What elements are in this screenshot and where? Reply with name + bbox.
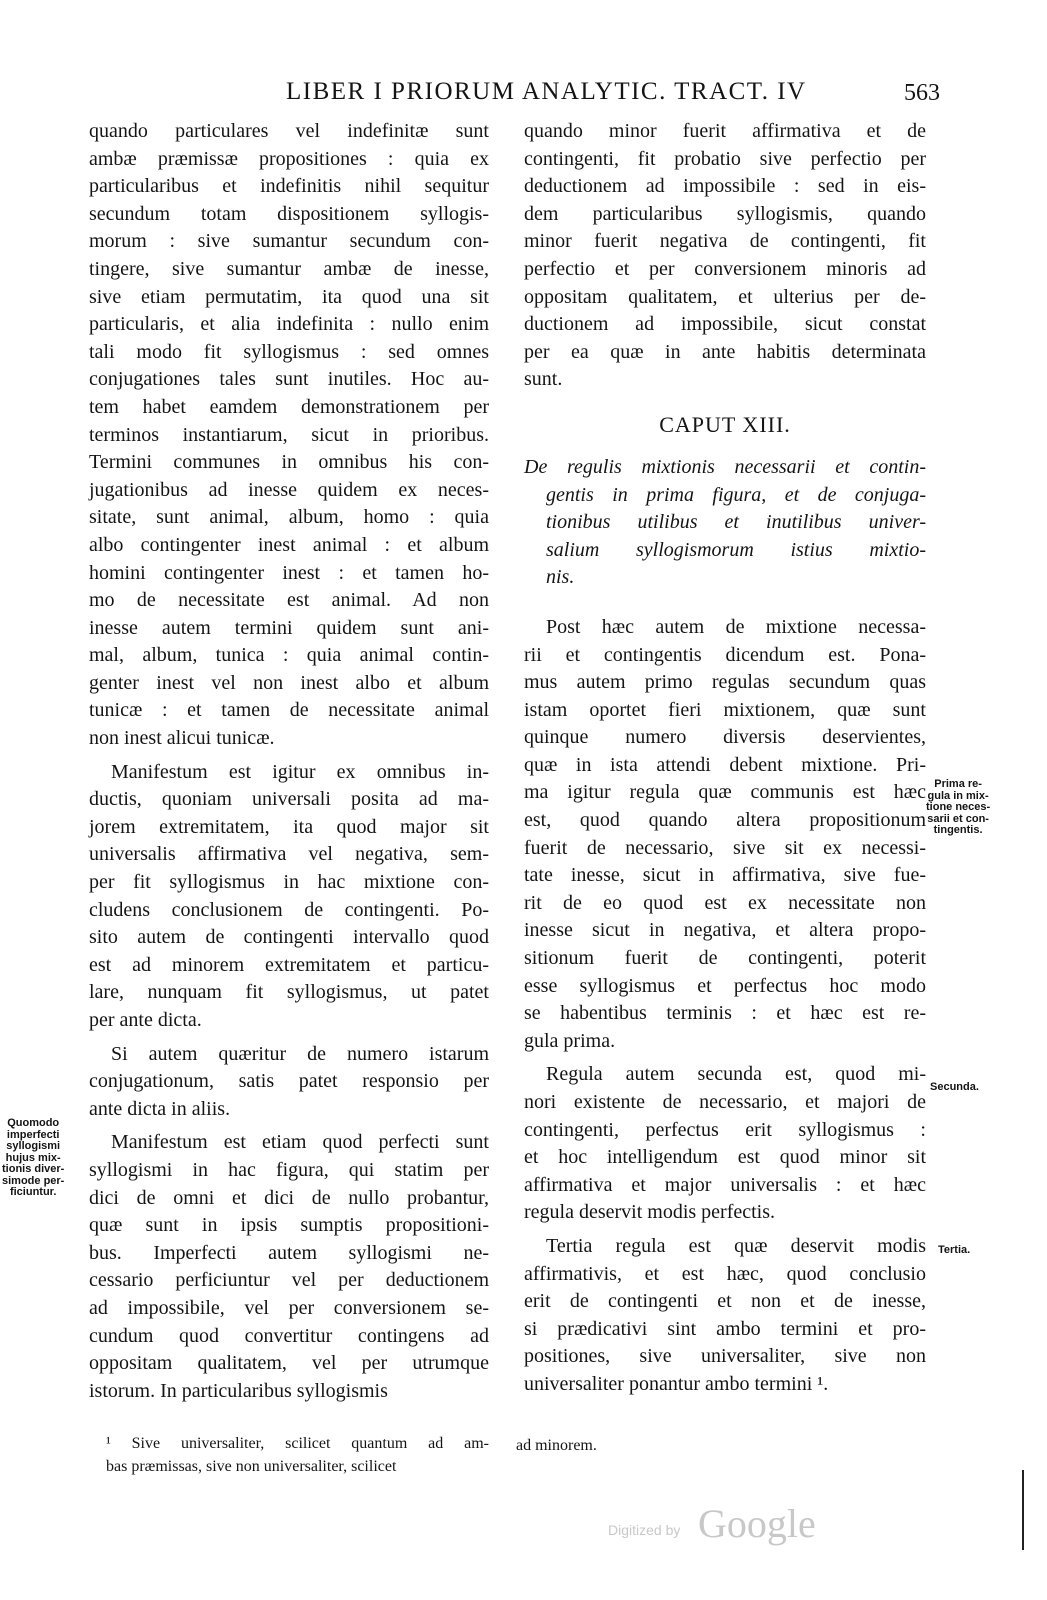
sidenote-tertia: Tertia. <box>938 1244 971 1256</box>
page-edge-mark <box>1022 1470 1024 1550</box>
text-line: universalis affirmativa vel negativa, sem- <box>89 843 489 866</box>
sidenote-secunda: Secunda. <box>930 1081 979 1093</box>
text-line: mal, album, tunica : quia animal contin- <box>89 644 489 667</box>
chapter-summary-line: nis. <box>546 566 575 589</box>
watermark-prefix: Digitized by <box>608 1522 681 1538</box>
text-line: affirmativa et major universalis : et hæc <box>524 1173 926 1196</box>
sidenote-line: gula in mix- <box>927 789 989 802</box>
text-line: Tertia regula est quæ deservit modis <box>546 1234 926 1257</box>
text-line: contingenti, perfectus erit syllogismus : <box>524 1118 926 1141</box>
text-line: ma igitur regula quæ communis est hæc <box>524 781 926 804</box>
text-line: lare, nunquam fit syllogismus, ut patet <box>89 981 489 1004</box>
chapter-summary <box>524 454 926 592</box>
text-line: istorum. In particularibus syllogismis <box>89 1379 388 1402</box>
text-line: dici de omni et dici de nullo probantur, <box>89 1186 489 1209</box>
text-line: terminos instantiarum, sicut in prioribus. <box>89 423 489 446</box>
left-column <box>89 118 489 1405</box>
text-line: Manifestum est igitur ex omnibus in- <box>111 760 489 783</box>
text-line: dem particularibus syllogismis, quando <box>524 202 926 225</box>
digitized-by-google-watermark <box>608 1500 838 1550</box>
text-line: ambæ præmissæ propositiones : quia ex <box>89 147 489 170</box>
text-line: albo contingenter inest animal : et album <box>89 533 489 556</box>
text-line: sito autem de contingenti intervallo quod <box>89 926 489 949</box>
text-line: tem habet eamdem demonstrationem per <box>89 395 489 418</box>
sidenote-line: imperfecti <box>6 1128 60 1141</box>
text-line: contingenti, fit probatio sive perfectio per <box>524 147 926 170</box>
chapter-summary-line: De regulis mixtionis necessarii et contin- <box>524 455 926 478</box>
text-line: erit de contingenti et non et de inesse, <box>524 1290 926 1313</box>
footnote-line: bas præmissas, sive non universaliter, scilicet <box>106 1458 397 1475</box>
text-line: Manifestum est etiam quod perfecti sunt <box>111 1131 489 1154</box>
text-line: sive etiam permutatim, ita quod una sit <box>89 285 489 308</box>
text-line: rii et contingentis dicendum est. Pona- <box>524 643 926 666</box>
text-line: genter inest vel non inest albo et album <box>89 671 489 694</box>
text-line: minor fuerit negativa de contingenti, fit <box>524 230 926 253</box>
text-line: est ad minorem extremitatem et particu- <box>89 953 489 976</box>
text-line: quando minor fuerit affirmativa et de <box>524 120 926 142</box>
chapter-summary-line: tionibus utilibus et inutilibus univer- <box>546 511 926 534</box>
text-line: per fit syllogismus in hac mixtione con- <box>89 871 489 894</box>
google-logo: Google <box>698 1501 816 1546</box>
text-line: Regula autem secunda est, quod mi- <box>546 1063 926 1086</box>
sidenote-line: sarii et con- <box>927 812 989 825</box>
text-line: inesse autem termini quidem sunt ani- <box>89 616 489 639</box>
text-line: particularis, et alia indefinita : nullo enim <box>89 313 489 336</box>
text-line: inesse sicut in negativa, et altera propo- <box>524 919 926 942</box>
right-column-opening-text <box>524 118 926 394</box>
text-line: ante dicta in aliis. <box>89 1097 231 1120</box>
text-line: positiones, sive universaliter, sive non <box>524 1345 926 1368</box>
sidenote-prima-regula <box>926 779 990 837</box>
text-line: ad impossibile, vel per conversionem se- <box>89 1296 489 1319</box>
text-line: ductis, quoniam universali posita ad ma- <box>89 788 489 811</box>
footnote-right: ad minorem. <box>516 1437 597 1454</box>
text-line: oppositam qualitatem, vel per utrumque <box>89 1352 489 1375</box>
sidenote-quomodo <box>2 1118 64 1199</box>
text-line: tingere, sive sumantur ambæ de inesse, <box>89 257 489 280</box>
sidenote-line: tingentis. <box>933 824 983 836</box>
right-column <box>524 118 926 1399</box>
text-line: Si autem quæritur de numero istarum <box>111 1042 489 1065</box>
sidenote-line: ficiuntur. <box>9 1186 57 1198</box>
text-line: affirmativis, et est hæc, quod conclusio <box>524 1262 926 1285</box>
text-line: particularibus et indefinitis nihil sequitur <box>89 175 489 198</box>
text-line: rit de eo quod est ex necessitate non <box>524 891 926 914</box>
text-line: cundum quod convertitur contingens ad <box>89 1324 489 1347</box>
chapter-heading: CAPUT XIII. <box>659 411 791 437</box>
text-line: sunt. <box>524 368 563 391</box>
text-line: universaliter ponantur ambo termini ¹. <box>524 1372 829 1395</box>
text-line: conjugationes tales sunt inutiles. Hoc au- <box>89 368 489 391</box>
sidenote-line: Quomodo <box>7 1117 60 1129</box>
chapter-summary-line: salium syllogismorum istius mixtio- <box>546 538 926 561</box>
text-line: fuerit de necessario, sive sit ex necessi- <box>524 836 926 859</box>
text-line: se habentibus terminis : et hæc est re- <box>524 1002 926 1025</box>
text-line: jorem extremitatem, ita quod major sit <box>89 815 489 838</box>
text-line: est, quod quando altera propositionum <box>524 809 926 832</box>
text-line: conjugationum, satis patet responsio per <box>89 1070 489 1093</box>
text-line: per ea quæ in ante habitis determinata <box>524 340 926 363</box>
text-line: mo de necessitate est animal. Ad non <box>89 589 489 612</box>
text-line: gula prima. <box>524 1029 616 1052</box>
text-line: esse syllogismus et perfectus hoc modo <box>524 974 926 997</box>
chapter-summary-line: gentis in prima figura, et de conjuga- <box>546 483 926 506</box>
text-line: bus. Imperfecti autem syllogismi ne- <box>89 1241 489 1264</box>
sidenote-line: Prima re- <box>934 778 982 790</box>
sidenote-line: hujus mix- <box>5 1151 61 1164</box>
text-line: Termini communes in omnibus his con- <box>89 451 489 474</box>
text-line: quæ sunt in ipsis sumptis propositioni- <box>89 1214 489 1237</box>
text-line: nori existente de necessario, et majori de <box>524 1091 926 1113</box>
text-line: jugationibus ad inesse quidem ex neces- <box>89 478 489 501</box>
text-line: Post hæc autem de mixtione necessa- <box>546 615 926 638</box>
text-line: deductionem ad impossibile : sed in eis- <box>524 175 926 198</box>
text-line: morum : sive sumantur secundum con- <box>89 230 489 253</box>
text-line: syllogismi in hac figura, qui statim per <box>89 1158 489 1181</box>
sidenote-line: syllogismi <box>6 1140 61 1152</box>
footnote-line: ¹ Sive universaliter, scilicet quantum ad am- <box>106 1435 489 1452</box>
text-line: secundum totam dispositionem syllogis- <box>89 202 489 225</box>
text-line: regula deservit modis perfectis. <box>524 1201 776 1224</box>
text-line: tate inesse, sicut in affirmativa, sive fue- <box>524 864 926 887</box>
text-line: sitate, sunt animal, album, homo : quia <box>89 506 489 529</box>
running-title: LIBER I PRIORUM ANALYTIC. TRACT. IV <box>286 78 807 105</box>
sidenote-line: tionis diver- <box>2 1163 65 1175</box>
footnote-left <box>106 1432 489 1478</box>
text-line: istam oportet fieri mixtionem, quæ sunt <box>524 698 926 721</box>
text-line: perfectio et per conversionem minoris ad <box>524 257 926 280</box>
text-line: tali modo fit syllogismus : sed omnes <box>89 340 489 363</box>
text-line: non inest alicui tunicæ. <box>89 727 275 750</box>
text-line: homini contingenter inest : et tamen ho- <box>89 561 489 584</box>
text-line: si prædicativi sint ambo termini et pro- <box>524 1317 926 1340</box>
text-line: oppositam qualitatem, et ulterius per de- <box>524 285 926 308</box>
text-line: ductionem ad impossibile, sicut constat <box>524 313 926 336</box>
text-line: cludens conclusionem de contingenti. Po- <box>89 898 489 921</box>
right-column-body-text <box>524 614 926 1399</box>
text-line: quando particulares vel indefinitæ sunt <box>89 120 489 142</box>
page-number: 563 <box>904 80 940 106</box>
text-line: quinque numero diversis deservientes, <box>524 726 926 749</box>
sidenote-line: simode per- <box>2 1174 65 1187</box>
text-line: et hoc intelligendum est quod minor sit <box>524 1146 926 1169</box>
sidenote-line: tione neces- <box>926 801 991 813</box>
text-line: sitionum fuerit de contingenti, poterit <box>524 947 926 970</box>
text-line: quæ in ista attendi debent mixtione. Pri- <box>524 753 926 776</box>
text-line: tunicæ : et tamen de necessitate animal <box>89 699 489 722</box>
text-line: per ante dicta. <box>89 1009 202 1031</box>
text-line: mus autem primo regulas secundum quas <box>524 671 926 694</box>
text-line: cessario perficiuntur vel per deductionem <box>89 1269 489 1292</box>
